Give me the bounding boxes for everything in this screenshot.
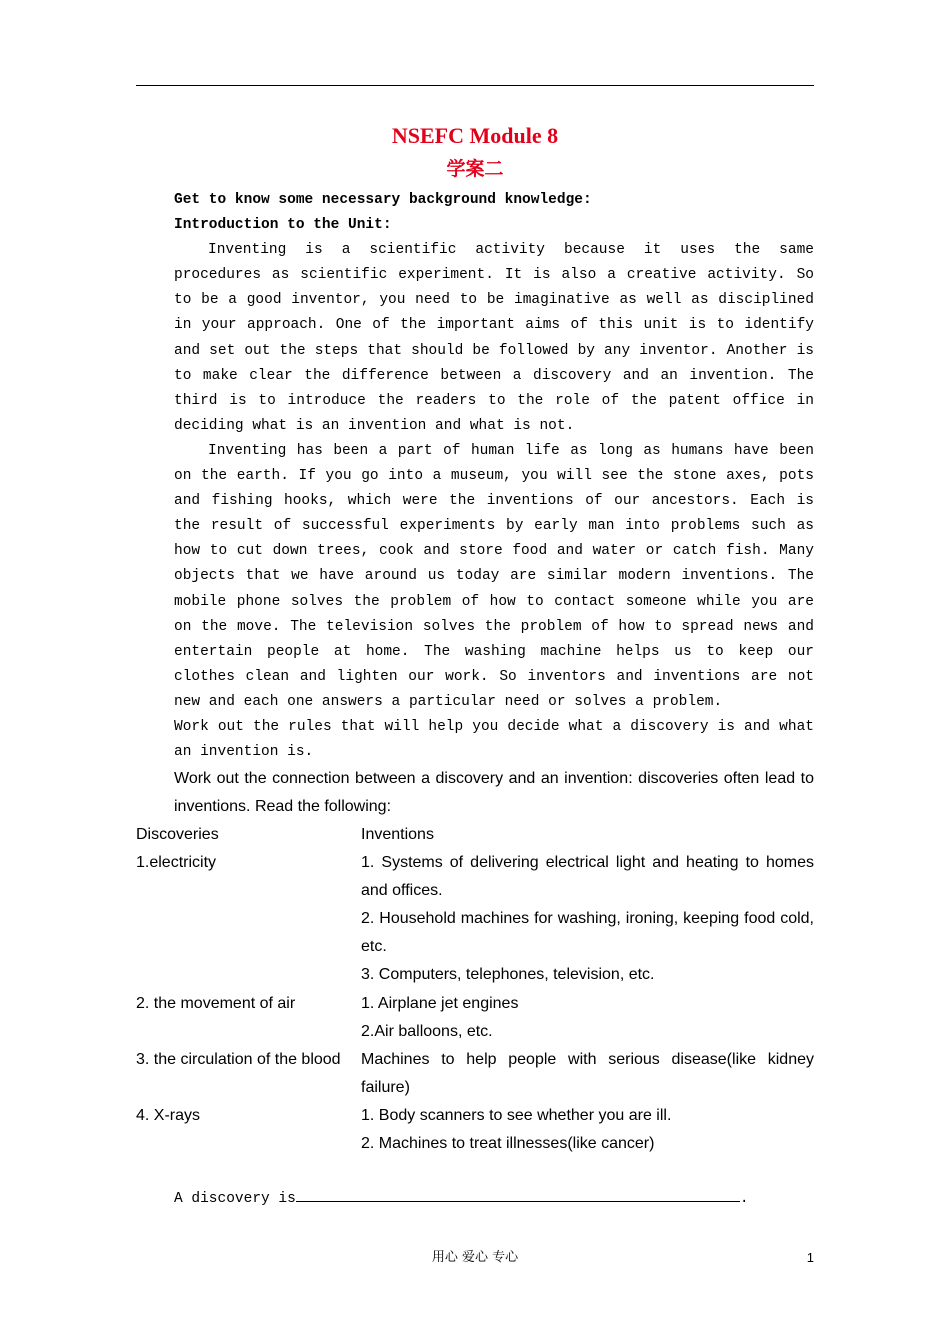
page-number: 1 xyxy=(806,1250,814,1265)
table-row xyxy=(136,1130,814,1158)
answer-line xyxy=(174,1185,749,1212)
intro-paragraph-2: Inventing has been a part of human life as long as humans have been on the earth. If you go into a museum, you will see the stone axes, pots and fishing hooks, which were the inventions of our ancestors. Each is the result of successful experiments by early man into problems such as how to cut down trees, cook and store food and water or catch fish. Many objects that we have around us today are similar modern inventions. The mobile phone solves the problem of how to contact someone while you are on the move. The television solves the problem of how to spread news and entertain people at home. The washing machine helps us to keep our clothes clean and lighten our work. So inventors and inventions are not new and each one answers a particular need or solves a problem. xyxy=(174,442,814,710)
invention-cell: 2. Machines to treat illnesses(like cancer) xyxy=(361,1135,655,1153)
discovery-cell: 3. the circulation of the blood xyxy=(136,1050,341,1068)
invention-cell: Machines to help people with serious disease(like kidney failure) xyxy=(361,1050,814,1096)
intro-section xyxy=(174,188,814,765)
table-row xyxy=(136,1102,814,1130)
invention-cell: 2.Air balloons, etc. xyxy=(361,1022,493,1040)
section-heading: Get to know some necessary background knowledge: xyxy=(174,192,592,208)
table-row xyxy=(136,1046,814,1102)
column-header-discoveries: Discoveries xyxy=(136,826,219,843)
page-footer: 用心 爱心 专心 xyxy=(431,1250,519,1265)
invention-cell: 1. Body scanners to see whether you are ill. xyxy=(361,1106,672,1124)
table-row xyxy=(136,849,814,905)
invention-cell: 3. Computers, telephones, television, etc. xyxy=(361,966,655,984)
discoveries-inventions-table xyxy=(136,821,814,1158)
section-subheading: Introduction to the Unit: xyxy=(174,217,392,234)
invention-cell: 2. Household machines for washing, ironing, keeping food cold, etc. xyxy=(361,910,814,956)
document-subtitle: 学案二 xyxy=(446,158,504,180)
answer-blank[interactable] xyxy=(296,1185,740,1202)
invention-cell: 1. Systems of delivering electrical light and heating to homes and offices. xyxy=(361,854,814,900)
discovery-cell: 4. X-rays xyxy=(136,1106,201,1124)
answer-prompt: A discovery is xyxy=(174,1191,296,1207)
table-row xyxy=(136,905,814,961)
table-header-row xyxy=(136,821,814,849)
column-header-inventions: Inventions xyxy=(361,826,434,843)
answer-end: . xyxy=(739,1191,749,1207)
discovery-cell xyxy=(136,961,361,989)
invention-cell: 1. Airplane jet engines xyxy=(361,994,519,1012)
discovery-cell xyxy=(136,1130,361,1158)
discovery-cell xyxy=(136,905,361,961)
intro-paragraph-1: Inventing is a scientific activity because it uses the same procedures as scientific experiment. It is also a creative activity. So to be a good inventor, you need to be imaginative as well as disciplined in your approach. One of the important aims of this unit is to identify and set out the steps that should be followed by any inventor. Another is to make clear the difference between a discovery and an invention. The third is to introduce the readers to the role of the patent office in deciding what is an invention and what is not. xyxy=(174,242,814,434)
task-instruction: Work out the rules that will help you decide what a discovery is and what an invention is. xyxy=(174,718,814,761)
connection-instruction: Work out the connection between a discovery and an invention: discoveries often lead to inventions. Read the following: xyxy=(174,770,814,816)
table-row xyxy=(136,1018,814,1046)
table-row xyxy=(136,961,814,989)
discovery-cell: 2. the movement of air xyxy=(136,994,296,1012)
header-rule xyxy=(136,85,814,86)
discovery-cell xyxy=(136,1018,361,1046)
document-title: NSEFC Module 8 xyxy=(391,123,559,148)
table-row xyxy=(136,990,814,1018)
discovery-cell: 1.electricity xyxy=(136,854,217,872)
